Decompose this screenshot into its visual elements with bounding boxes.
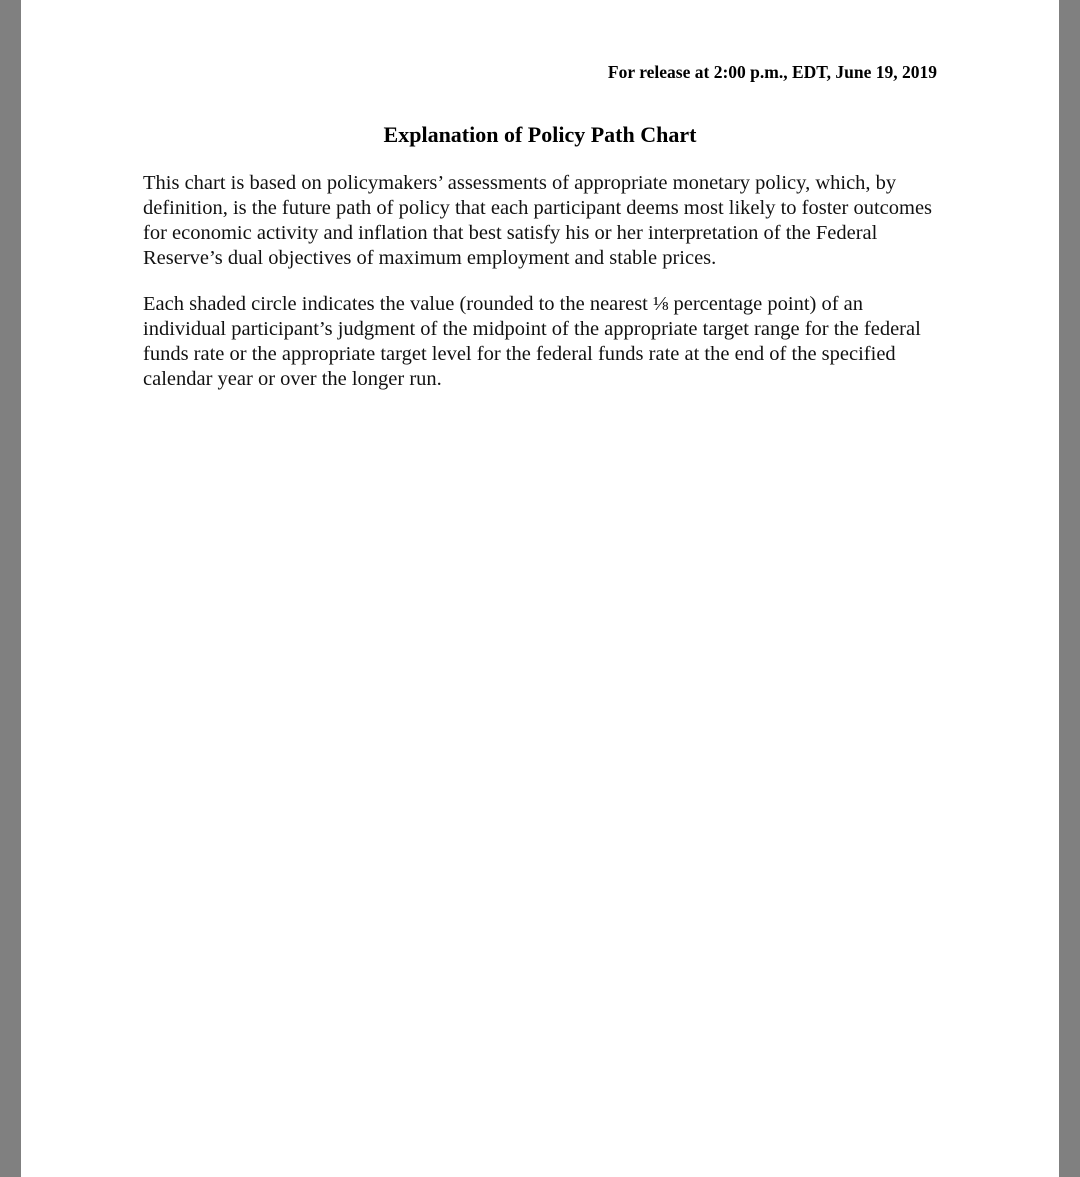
document-page bbox=[21, 0, 1059, 1177]
paragraph-chart-basis: This chart is based on policymakers’ assessments of appropriate monetary policy, which, by definition, is the future path of policy that each participant deems most likely to foster outcomes for economic activity and inflation that best satisfy his or her interpretation of the Federal Reserve’s dual objectives of maximum employment and stable prices. bbox=[143, 172, 933, 269]
release-date-line: For release at 2:00 p.m., EDT, June 19, 2019 bbox=[607, 62, 937, 82]
paragraph-shaded-circle: Each shaded circle indicates the value (rounded to the nearest ⅛ percentage point) of an individual participant’s judgment of the midpoint of the appropriate target range for the federal funds rate or the appropriate target level for the federal funds rate at the end of the specified calendar year or over the longer run. bbox=[143, 293, 921, 390]
page-title: Explanation of Policy Path Chart bbox=[383, 122, 697, 147]
